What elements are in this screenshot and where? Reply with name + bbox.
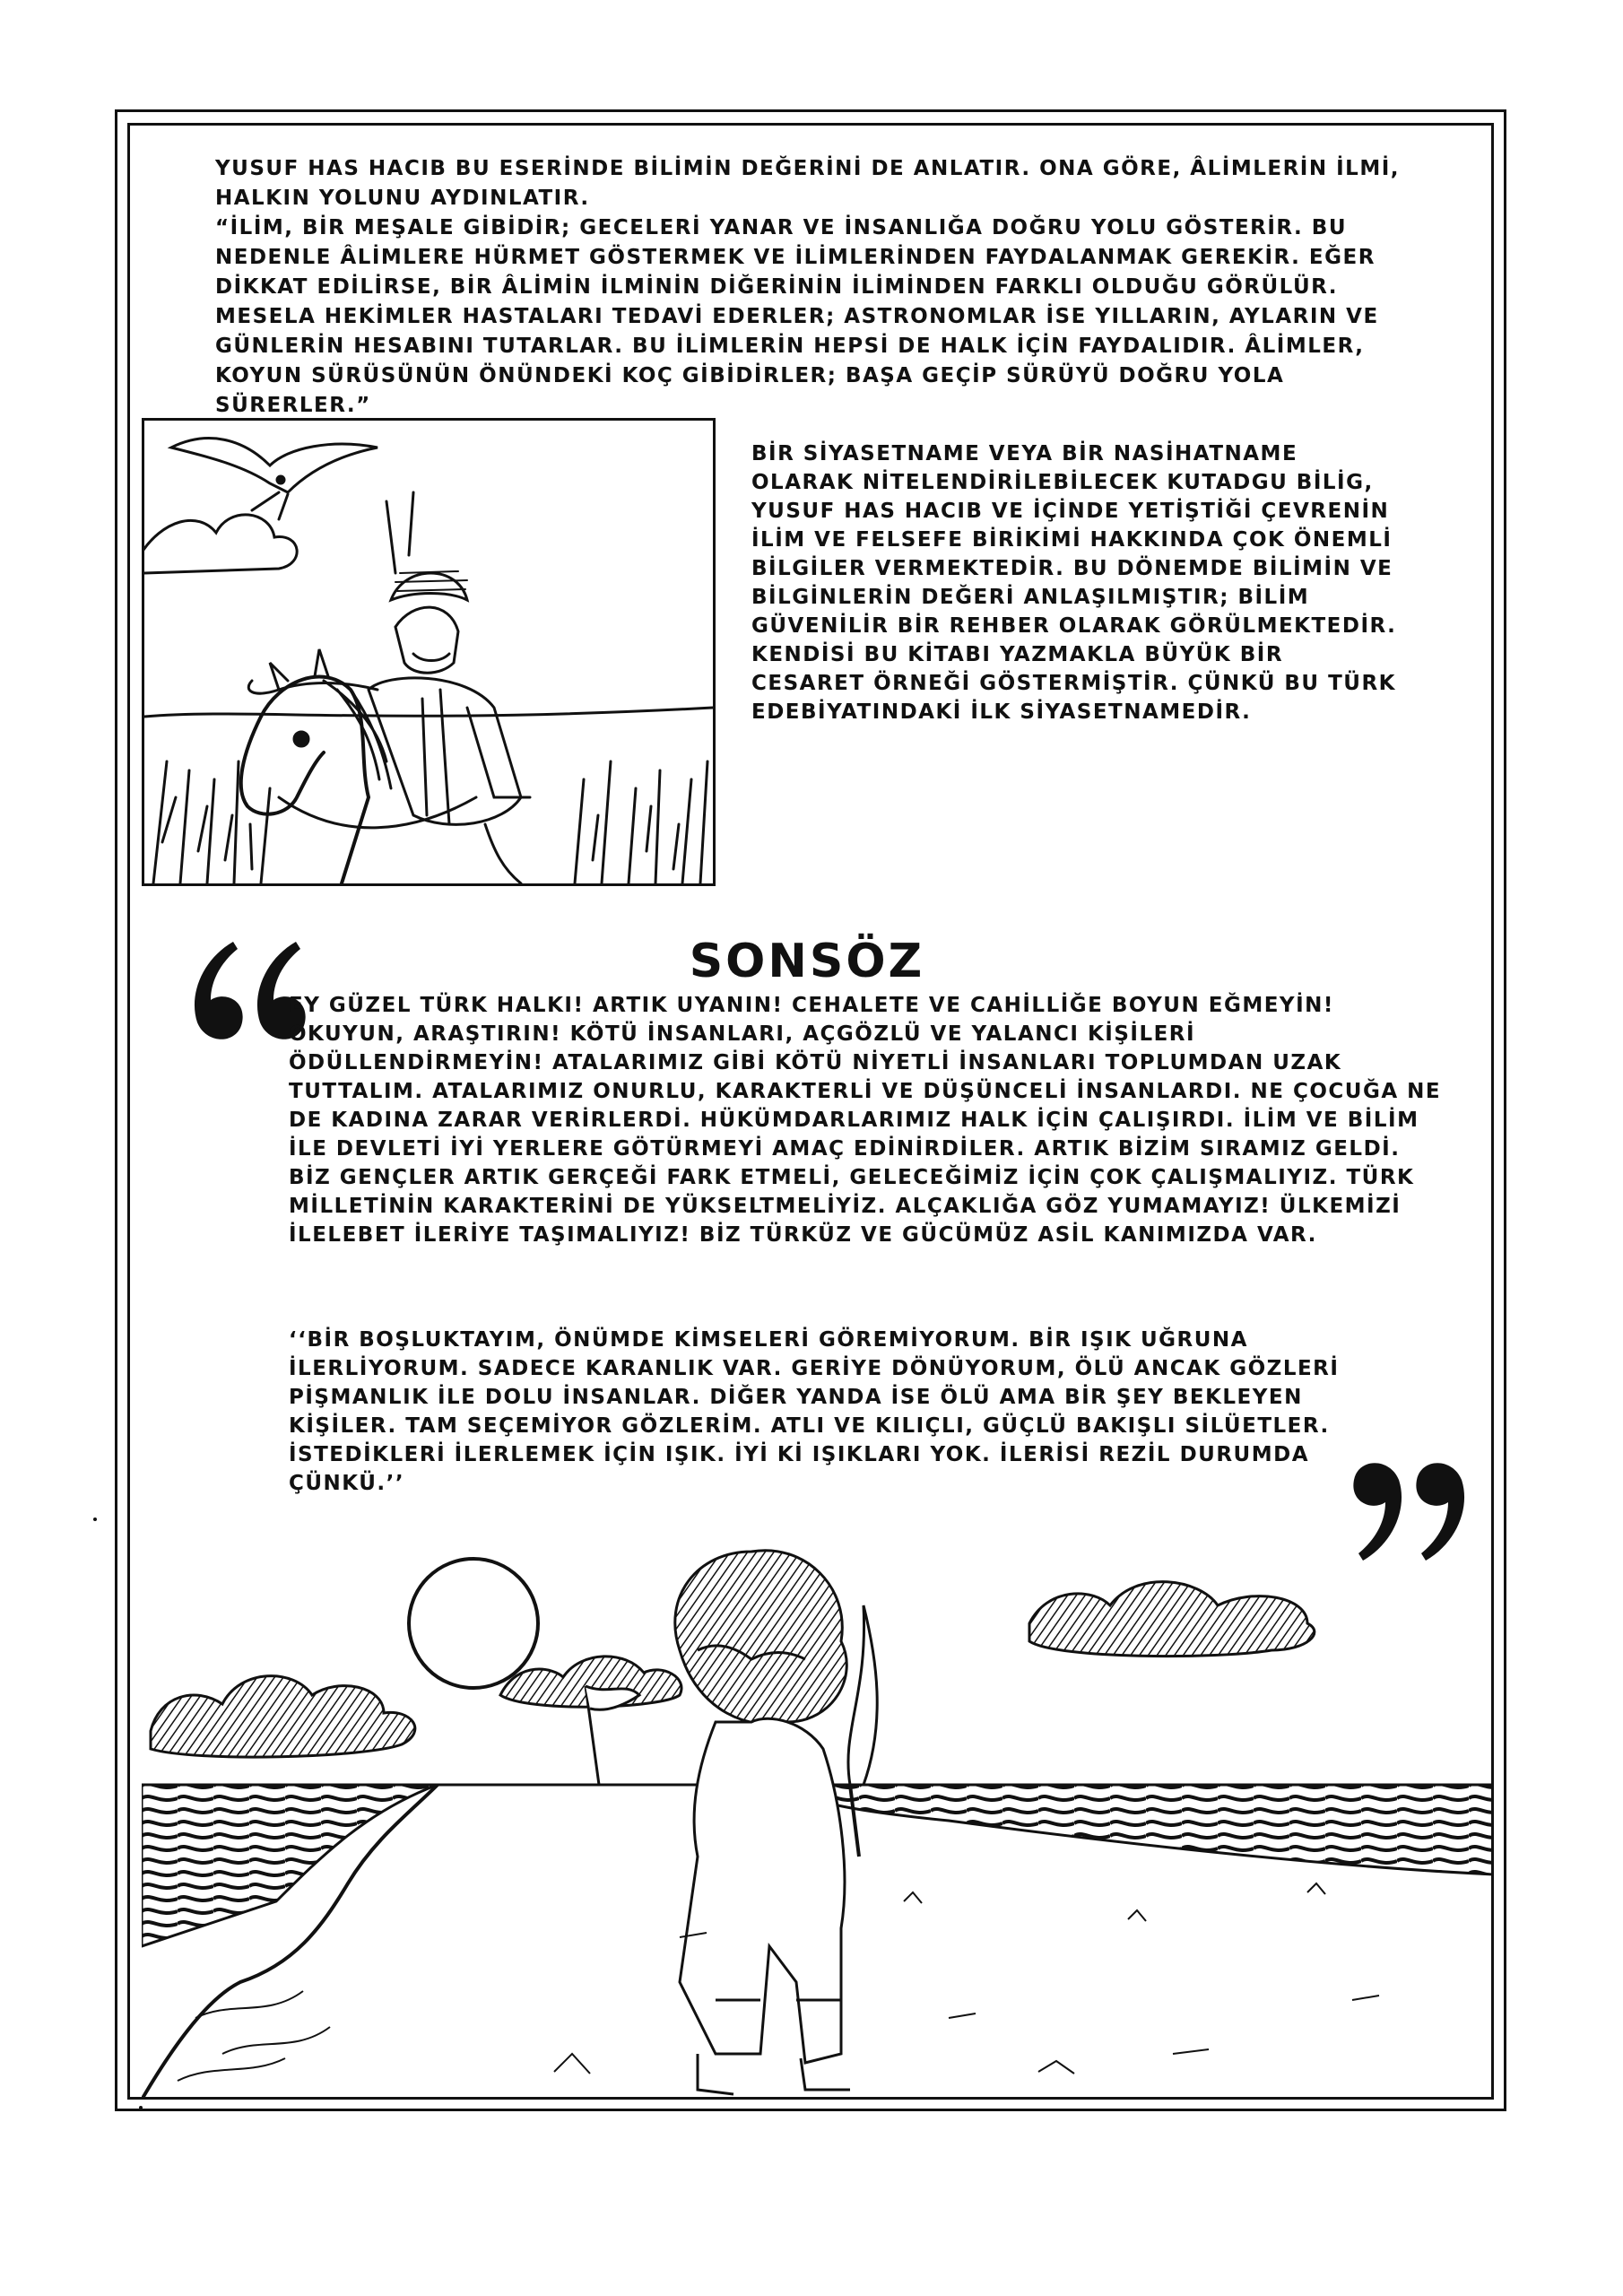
side-description: BİR SİYASETNAME VEYA BİR NASİHATNAME OLARAK NİTELENDİRİLEBİLECEK KUTADGU BİLİG, YUSUF HAS HACIB VE İÇİNDE YETİŞTİĞİ ÇEVRENİN İLİM VE FELSEFE BİRİKİMİ HAKKINDA ÇOK ÖNEMLİ BİLGİLER VERMEKTEDİR. BU DÖNEMDE BİLİMİN VE BİLGİNLERİN DEĞERİ ANLAŞILMIŞTIR; BİLİM GÜVENİLİR BİR REHBER OLARAK GÖRÜLMEKTEDİR. KENDİSİ BU KİTABI YAZMAKLA BÜYÜK BİR CESARET ÖRNEĞİ GÖSTERMİŞTİR. ÇÜNKÜ BU TÜRK EDEBİYATINDAKİ İLK SİYASETNAMEDİR. bbox=[751, 442, 1397, 724]
sun-icon bbox=[409, 1559, 538, 1688]
closing-poem: ‘‘BİR BOŞLUKTAYIM, ÖNÜMDE KİMSELERİ GÖREMİYORUM. BİR IŞIK UĞRUNA İLERLİYORUM. SADECE KARANLIK VAR. GERİYE DÖNÜYORUM, ÖLÜ ANCAK GÖZLERİ PİŞMANLIK İLE DOLU İNSANLAR. DİĞER YANDA İSE ÖLÜ AMA BİR ŞEY BEKLEYEN KİŞİLER. TAM SEÇEMİYOR GÖZLERİM. ATLI VE KILIÇLI, GÜÇLÜ BAKIŞLI SİLÜETLER. İSTEDİKLERİ İLERLEMEK İÇİN IŞIK. İYİ Kİ IŞIKLARI YOK. İLERİSİ REZİL DURUMDA ÇÜNKÜ.’’ bbox=[289, 1328, 1340, 1495]
intro-quote: “İLİM, BİR MEŞALE GİBİDİR; GECELERİ YANAR VE İNSANLIĞA DOĞRU YOLU GÖSTERİR. BU NEDENLE ÂLİMLERE HÜRMET GÖSTERMEK VE İLİMLERİNDEN FAYDALANMAK GEREKİR. EĞER DİKKAT EDİLİRSE, BİR ÂLİMİN İLMİNİN DİĞERİNİN İLİMİNDEN FARKLI OLDUĞU GÖRÜLÜR. MESELA HEKİMLER HASTALARI TEDAVİ EDERLER; ASTRONOMLAR İSE YILLARIN, AYLARIN VE GÜNLERİN HESABINI TUTARLAR. BU İLİMLERİN HEPSİ DE HALK İÇİN FAYDALIDIR. ÂLİMLER, KOYUN SÜRÜSÜNÜN ÖNÜNDEKİ KOÇ GİBİDİRLER; BAŞA GEÇİP SÜRÜYÜ DOĞRU YOLA SÜRERLER.” bbox=[215, 216, 1379, 417]
page-mark bbox=[93, 1518, 97, 1521]
intro-paragraph-1: YUSUF HAS HACIB BU ESERİNDE BİLİMİN DEĞERİNİ DE ANLATIR. ONA GÖRE, ÂLİMLERİN İLMİ, HALKIN YOLUNU AYDINLATIR. bbox=[215, 157, 1400, 210]
closing-message: EY GÜZEL TÜRK HALKI! ARTIK UYANIN! CEHALETE VE CAHİLLİĞE BOYUN EĞMEYİN! OKUYUN, ARAŞTIRIN! KÖTÜ İNSANLARI, AÇGÖZLÜ VE YALANCI KİŞİLERİ ÖDÜLLENDİRMEYİN! ATALARIMIZ GİBİ KÖTÜ NİYETLİ İNSANLARI TOPLUMDAN UZAK TUTTALIM. ATALARIMIZ ONURLU, KARAKTERLİ VE DÜŞÜNCELİ İNSANLARDI. NE ÇOCUĞA NE DE KADINA ZARAR VERİRLERDİ. HÜKÜMDARLARIMIZ HALK İÇİN ÇALIŞIRDI. İLİM VE BİLİM İLE DEVLETİ İYİ YERLERE GÖTÜRMEYİ AMAÇ EDİNİRDİLER. ARTIK BİZİM SIRAMIZ GELDİ. BİZ GENÇLER ARTIK GERÇEĞİ FARK ETMELİ, GELECEĞİMİZ İÇİN ÇOK ÇALIŞMALIYIZ. TÜRK MİLLETİNİN KARAKTERİNİ DE YÜKSELTMELİYİZ. ALÇAKLIĞA GÖZ YUMAMAYIZ! ÜLKEMİZİ İLELEBET İLERİYE TAŞIMALIYIZ! BİZ TÜRKÜZ VE GÜCÜMÜZ ASİL KANIMIZDA VAR. bbox=[289, 994, 1442, 1247]
rider-on-horse-illustration bbox=[144, 421, 713, 883]
intro-text bbox=[215, 154, 1435, 421]
wanderer-by-sea-illustration bbox=[142, 1516, 1494, 2100]
rider-illustration-panel bbox=[142, 418, 716, 886]
section-title: SONSÖZ bbox=[689, 935, 925, 988]
page-mark bbox=[139, 2106, 143, 2109]
wanderer-illustration-panel bbox=[142, 1516, 1494, 2100]
